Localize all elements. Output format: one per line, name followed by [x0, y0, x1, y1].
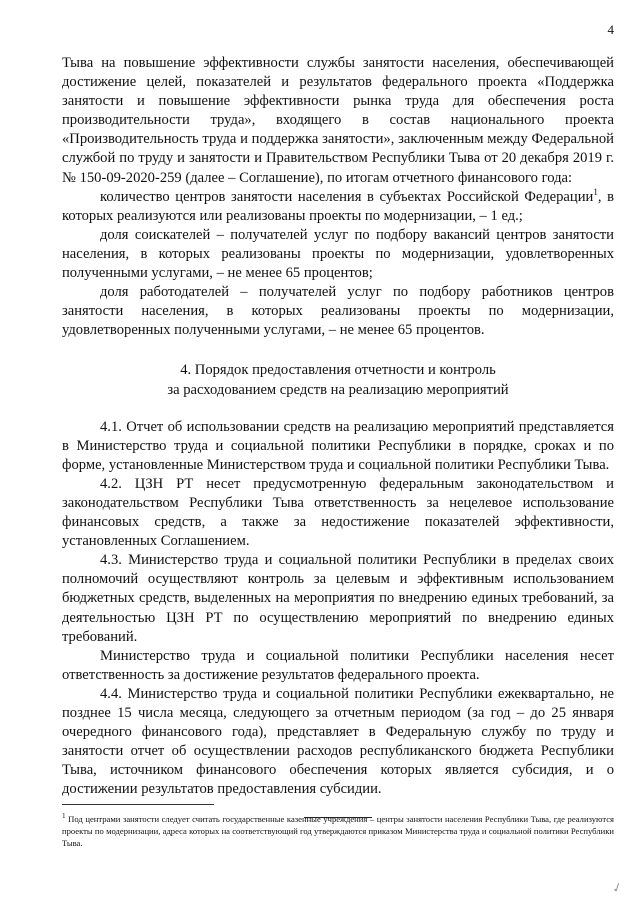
indicator-item: доля соискателей – получателей услуг по подбору вакансий центров занятости населения, в которых реализованы проекты по модернизации, удовлетворенных полученными услугами, – не менее 65 процентов;	[62, 226, 614, 282]
section-heading	[62, 361, 614, 399]
section-paragraph: 4.4. Министерство труда и социальной политики Республики ежеквартально, не позднее 15 числа месяца, следующего за отчетным периодом (за год – до 25 января очередного финансового года), представляет в Федеральную службу по труду и занятости отчет об осуществлении расходов республиканского бюджета Республики Тыва, источником финансового обеспечения которых является субсидия, и о достижении результатов предоставления субсидии.	[62, 685, 614, 798]
indicator-tail: , в которых реализуются или реализованы проекты по модернизации, – 1 ед.;	[62, 188, 614, 224]
section-paragraph: 4.2. ЦЗН РТ несет предусмотренную федеральным законодательством и законодательством Республики Тыва ответственность за нецелевое использование финансовых средств, а также за недостижение показателей эффективности, установленных Соглашением.	[62, 475, 614, 550]
indicator-text: количество центров занятости населения в субъектах Российской Федерации	[100, 188, 594, 205]
indicator-item	[62, 188, 614, 226]
section-heading-line: 4. Порядок предоставления отчетности и контроль	[180, 362, 496, 379]
scan-artifact-mark: ✓	[609, 878, 625, 897]
section-heading-line: за расходованием средств на реализацию мероприятий	[167, 381, 509, 398]
section-paragraph: Министерство труда и социальной политики Республики населения несет ответственность за достижение результатов федерального проекта.	[62, 647, 614, 683]
footnote-mark: 1	[62, 812, 66, 820]
section-paragraph: 4.1. Отчет об использовании средств на реализацию мероприятий представляется в Министерство труда и социальной политики Республики в порядке, сроках и по форме, установленные Министерством труда и социальной политики Республики Тыва.	[62, 418, 614, 473]
indicator-item: доля работодателей – получателей услуг по подбору работников центров занятости населения, в которых реализованы проекты по модернизации, удовлетворенных полученными услугами, – не менее 65 процентов.	[62, 284, 614, 339]
footnote-text: Под центрами занятости следует считать государственные казенные учреждения – центры занятости населения Республики Тыва, где реализуются проекты по модернизации, адреса которых на соответствующий год утверждаются приказом Министерства труда и социальной политики Республики Тыва.	[62, 813, 614, 849]
intro-paragraph: Тыва на повышение эффективности службы занятости населения, обеспечивающей достижение целей, показателей и результатов федерального проекта «Поддержка занятости и повышение эффективности рынка труда для обеспечения роста производительности труда», входящего в состав национального проекта «Производительность труда и поддержка занятости», заключенным между Федеральной службой по труду и занятости и Правительством Республики Тыва от 20 декабря 2019 г. № 150-09-2020-259 (далее – Соглашение), по итогам отчетного финансового года:	[62, 55, 614, 186]
document-body	[62, 54, 614, 818]
page-number: 4	[607, 22, 614, 37]
footnote-reference: 1	[593, 186, 598, 197]
footnote-divider	[62, 804, 214, 805]
footnote	[62, 810, 614, 849]
section-paragraph: 4.3. Министерство труда и социальной политики Республики в пределах своих полномочий осуществляют контроль за целевым и эффективным использованием бюджетных средств, выделенных на мероприятия по внедрению единых требований, за деятельностью ЦЗН РТ по осуществлению мероприятий по внедрению единых требований.	[62, 552, 614, 645]
